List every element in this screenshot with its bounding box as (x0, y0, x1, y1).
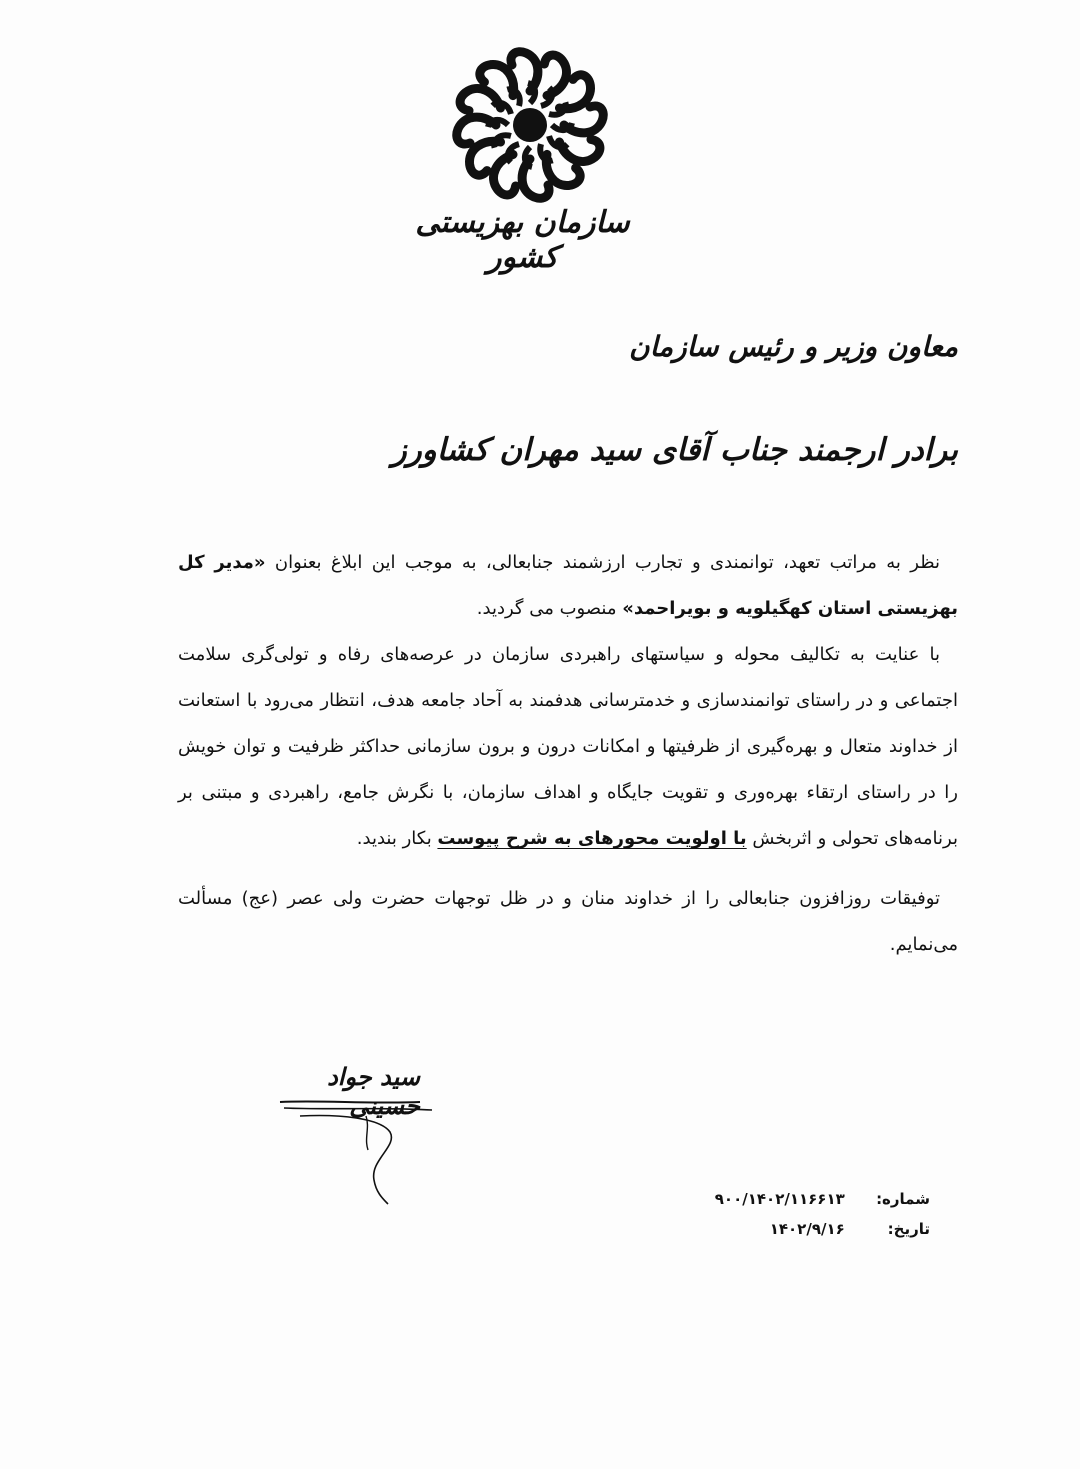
body-text-appointed: منصوب می گردید. (476, 598, 623, 619)
organization-logo-text: سازمان بهزیستی کشور (415, 205, 630, 275)
letter-date-value: ۱۴۰۲/۹/۱۶ (769, 1220, 845, 1238)
letter-number-label: شماره: (876, 1190, 930, 1208)
body-paragraph-closing (178, 876, 958, 968)
letter-date-label: تاریخ: (887, 1220, 930, 1238)
appointment-position: «مدیر کل بهزیستی استان کهگیلویه و بویراحمد» (178, 552, 958, 619)
letter-date (770, 1220, 930, 1238)
flower-emblem-icon (435, 40, 625, 210)
signature-name: سید جواد حسینی (327, 1062, 420, 1120)
body-text-closing: توفیقات روزافزون جنابعالی را از خداوند منان و در ظل توجهات حضرت ولی عصر (عج) مسألت می‌نمایم. (178, 888, 958, 955)
body-text-expectations: با عنایت به تکالیف محوله و سیاستهای راهبردی سازمان در عرصه‌های رفاه و تولی‌گری سلامت اجتماعی و در راستای توانمندسازی و خدمترسانی هدفمند به آحاد جامعه هدف، انتظار می‌رود با استعانت از خداوند متعال و بهره‌گیری از ظرفیتها و امکانات درون و برون سازمانی حداکثر ظرفیت و توان خویش را در راستای ارتقاء بهره‌وری و تقویت جایگاه و اهداف سازمان، با نگرش جامع، راهبردی و مبتنی بر برنامه‌های تحولی و اثربخش (178, 644, 958, 849)
body-text-intro: نظر به مراتب تعهد، توانمندی و تجارب ارزشمند جنابعالی، به موجب این ابلاغ بعنوان (274, 552, 940, 573)
letter-number (715, 1190, 930, 1208)
body-text-apply: بکار بندید. (356, 828, 438, 849)
letter-body (178, 540, 958, 968)
sender-title: معاون وزیر و رئیس سازمان (629, 330, 958, 363)
priority-axes-reference: با اولویت محورهای به شرح پیوست (437, 828, 747, 849)
body-paragraph-appointment (178, 540, 958, 632)
handwritten-signature-icon (270, 1080, 440, 1210)
recipient-salutation: برادر ارجمند جناب آقای سید مهران کشاورز (391, 432, 958, 468)
letter-number-value: ۹۰۰/۱۴۰۲/۱۱۶۶۱۳ (714, 1190, 845, 1208)
body-paragraph-expectations (178, 632, 958, 862)
